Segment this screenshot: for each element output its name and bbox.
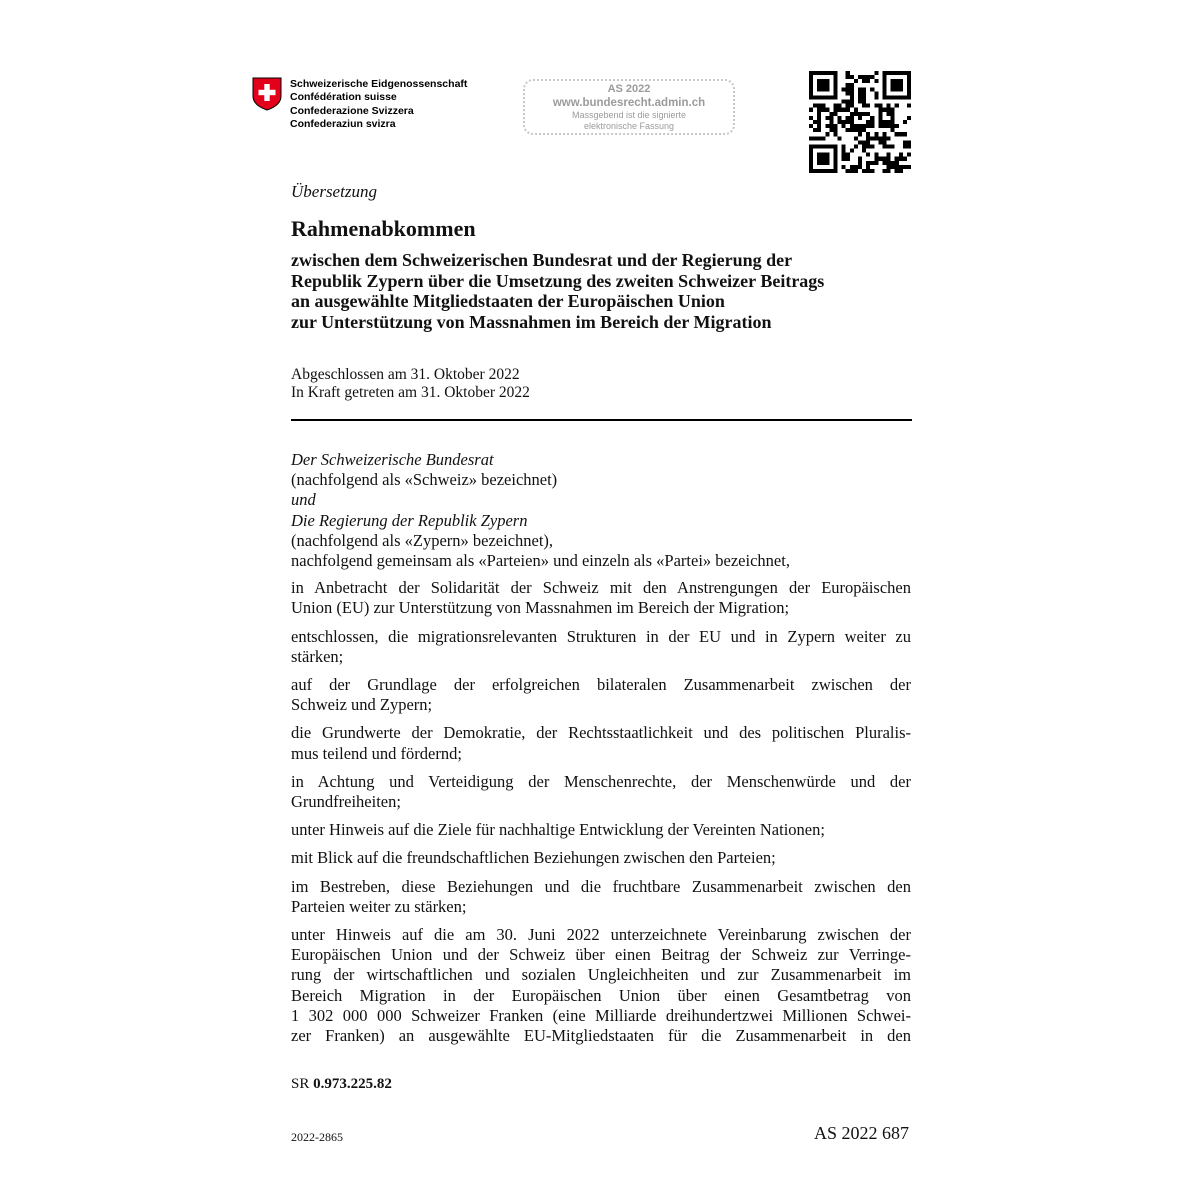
stamp-collection: AS 2022 [607,83,651,95]
confederation-names [290,78,530,132]
clause-line: Schweiz und Zypern; [291,695,433,715]
subtitle-line: zwischen dem Schweizerischen Bundesrat und der Regierung der [291,250,793,270]
swiss-cross-icon [252,77,282,111]
sr-reference [291,1076,392,1093]
authenticity-stamp [523,79,735,135]
clause-line: unter Hinweis auf die Ziele für nachhaltige Entwicklung der Vereinten Nationen; [291,820,825,840]
clause-line: im Bestreben, diese Beziehungen und die fruchtbare Zusammenarbeit zwischen den [291,876,911,896]
in-force-date: In Kraft getreten am 31. Oktober 2022 [291,383,530,401]
dates-block [291,366,911,401]
subtitle-line: zur Unterstützung von Massnahmen im Bereich der Migration [291,311,772,332]
clause-line: Grundfreiheiten; [291,792,401,812]
preamble-clause [291,723,911,763]
preamble-clause [291,578,911,618]
document-title: Rahmenabkommen [291,216,476,241]
party-switzerland: Der Schweizerische Bundesrat [291,450,494,469]
preamble-clauses [291,578,911,1046]
clause-line: zer Franken) an ausgewählte EU-Mitgliedstaaten für die Zusammenarbeit in den [291,1026,911,1046]
logo-line-rm: Confederaziun svizra [290,118,396,131]
subtitle-line: an ausgewählte Mitgliedstaaten der Europäischen Union [291,291,725,311]
preamble-clause [291,772,911,812]
sr-number: 0.973.225.82 [313,1076,392,1092]
preamble-clause [291,848,911,868]
clause-line: Parteien weiter zu stärken; [291,896,467,916]
clause-line: in Achtung und Verteidigung der Menschenrechte, der Menschenwürde und der [291,771,911,791]
stamp-note-2: elektronische Fassung [583,121,675,131]
parties-jointly-note: nachfolgend gemeinsam als «Parteien» und einzeln als «Partei» bezeichnet, [291,551,790,571]
clause-line: die Grundwerte der Demokratie, der Rechtsstaatlichkeit und des politischen Pluralis- [291,723,911,743]
translation-label: Übersetzung [291,182,377,201]
preamble-clause [291,877,911,917]
stamp-note-1: Massgebend ist die signierte [571,110,687,120]
clause-line: auf der Grundlage der erfolgreichen bilateralen Zusammenarbeit zwischen der [291,675,911,695]
preamble-clause [291,627,911,667]
clause-line: stärken; [291,646,344,666]
document-number: 2022-2865 [291,1130,343,1144]
clause-line: Union (EU) zur Unterstützung von Massnahmen im Bereich der Migration; [291,598,790,618]
logo-line-de: Schweizerische Eidgenossenschaft [290,78,468,90]
preamble [291,450,911,1054]
party-switzerland-note: (nachfolgend als «Schweiz» bezeichnet) [291,470,558,490]
clause-line: entschlossen, die migrationsrelevanten Strukturen in der EU und in Zypern weiter zu [291,626,911,646]
preamble-clause [291,675,911,715]
qr-code-icon [809,71,911,173]
preamble-clause [291,820,911,840]
and-conjunction: und [291,490,316,510]
clause-line: mit Blick auf die freundschaftlichen Beziehungen zwischen den Parteien; [291,848,776,868]
clause-line: in Anbetracht der Solidarität der Schweiz mit den Anstrengungen der Europäischen [291,578,911,598]
concluded-date: Abgeschlossen am 31. Oktober 2022 [291,366,520,383]
as-reference: AS 2022 687 [813,1123,909,1143]
logo-line-fr: Confédération suisse [290,91,397,104]
horizontal-divider [291,419,912,421]
clause-line: 1 302 000 000 Schweizer Franken (eine Milliarde dreihundertzwei Millionen Schwei- [291,1005,911,1025]
logo-line-it: Confederazione Svizzera [290,104,414,117]
sr-prefix: SR [291,1076,314,1092]
document-subtitle [291,250,911,332]
clause-line: Bereich Migration in der Europäischen Union über einen Gesamtbetrag von [291,985,911,1005]
party-cyprus-note: (nachfolgend als «Zypern» bezeichnet), [291,530,554,550]
clause-line: rung der wirtschaftlichen und sozialen Ungleichheiten und zur Zusammenarbeit im [291,965,911,985]
party-cyprus: Die Regierung der Republik Zypern [291,510,528,530]
clause-line: Europäischen Union und der Schweiz über einen Beitrag der Schweiz zur Verringe- [291,945,911,965]
clause-line: unter Hinweis auf die am 30. Juni 2022 unterzeichnete Vereinbarung zwischen der [291,925,911,945]
preamble-clause [291,925,911,1046]
subtitle-line: Republik Zypern über die Umsetzung des zweiten Schweizer Beitrags [291,270,825,291]
parties-block [291,450,911,571]
stamp-url[interactable]: www.bundesrecht.admin.ch [552,97,706,109]
clause-line: mus teilend und fördernd; [291,743,462,763]
